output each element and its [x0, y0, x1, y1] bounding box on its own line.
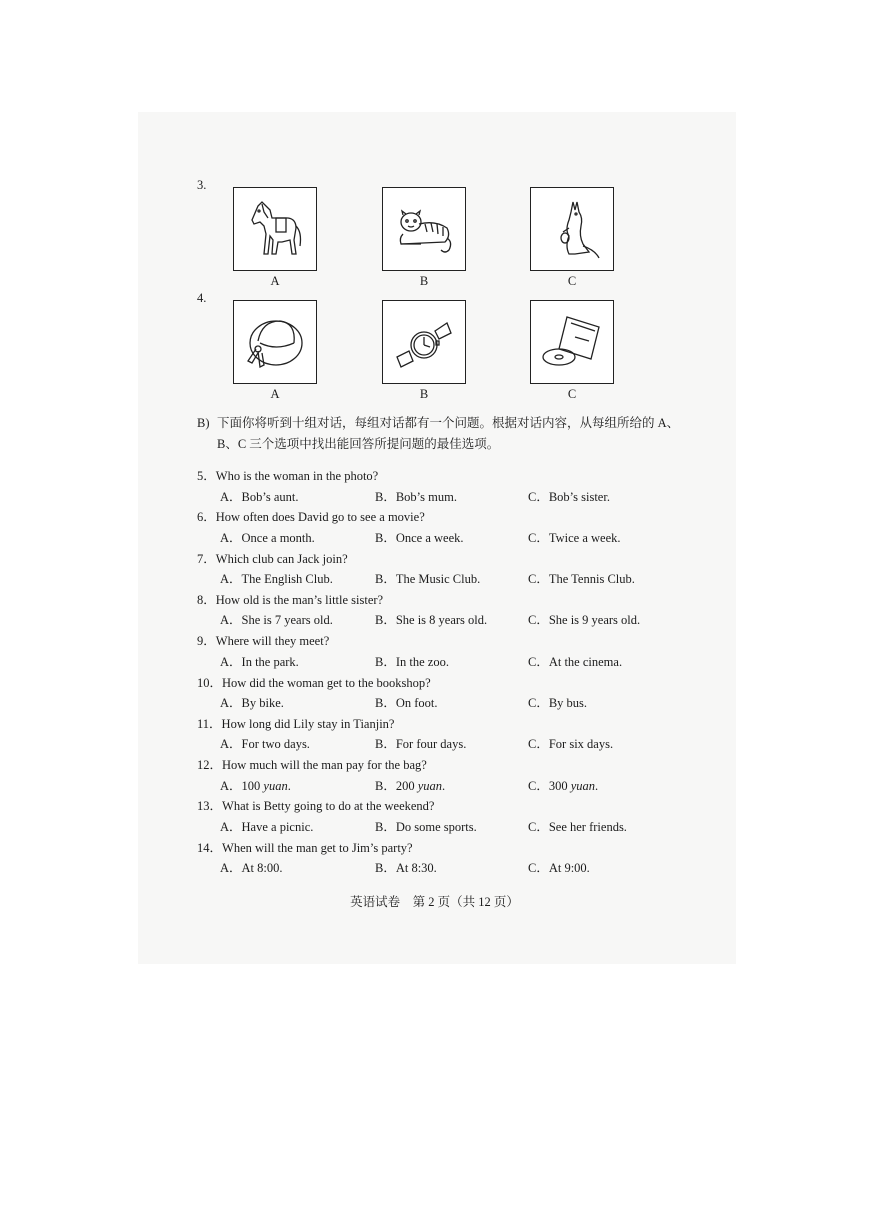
question-5-option-b: [375, 487, 457, 505]
q3-option-c-picture: [530, 187, 614, 271]
option-text: A．Bob’s aunt.: [220, 489, 299, 504]
section-b-instruction-line-2: B、C 三个选项中找出能回答所提问题的最佳选项。: [217, 437, 500, 451]
question-7-option-b: [375, 569, 480, 587]
horse-icon: [242, 196, 308, 262]
section-b-instruction-line-1: 下面你将听到十组对话，每组对话都有一个问题。根据对话内容，从每组所给的 A、: [217, 416, 680, 430]
question-10-option-c: [528, 693, 587, 711]
question-text: Who is the woman in the photo?: [215, 469, 379, 483]
option-text: C．300: [528, 778, 568, 793]
option-text: B．Do some sports.: [375, 819, 477, 834]
question-number: 8．: [197, 592, 216, 607]
page-footer: 英语试卷 第 2 页（共 12 页）: [350, 895, 519, 909]
question-text: How much will the man pay for the bag?: [222, 758, 427, 773]
option-text: C．By bus.: [528, 696, 588, 710]
option-text: C．For six days.: [528, 737, 614, 752]
question-12-option-b: B．200 yuan.: [375, 778, 446, 793]
question-text: How long did Lily stay in Tianjin?: [221, 716, 395, 731]
question-number: 5．: [197, 469, 216, 483]
option-text: C．See her friends.: [528, 819, 627, 834]
question-7: [197, 549, 348, 567]
question-6: [197, 507, 425, 525]
question-4-number: 4.: [197, 291, 207, 305]
q4-option-b-label: B: [419, 387, 429, 401]
option-text: C．Bob’s sister.: [528, 489, 610, 504]
question-3-number: 3.: [197, 178, 207, 192]
question-11-option-c: [528, 734, 613, 752]
question-10-option-a: [220, 693, 284, 711]
option-text: B．On foot.: [375, 696, 438, 710]
question-13: [197, 796, 434, 814]
question-9-option-b: [375, 652, 449, 670]
question-6-option-b: [375, 528, 464, 546]
question-5-option-a: [220, 487, 298, 505]
option-text: B．Once a week.: [375, 530, 464, 545]
q3-option-b-picture: [382, 187, 466, 271]
question-10: [197, 673, 431, 691]
option-text: A．At 8:00.: [220, 861, 283, 876]
option-unit: yuan: [263, 778, 288, 793]
option-text: C．At the cinema.: [528, 654, 623, 669]
question-8-option-b: [375, 610, 487, 628]
question-8: [197, 590, 383, 608]
question-9-option-c: [528, 652, 622, 670]
question-13-option-a: [220, 817, 313, 835]
question-number: 7．: [197, 551, 216, 566]
question-14-option-c: [528, 858, 590, 876]
q3-option-a-picture: [233, 187, 317, 271]
question-6-option-a: [220, 528, 315, 546]
option-text: C．Twice a week.: [528, 530, 621, 545]
option-text: A．She is 7 years old.: [220, 613, 333, 628]
q4-option-b-picture: [382, 300, 466, 384]
option-text: A．100: [220, 778, 261, 793]
option-text: B．In the zoo.: [375, 654, 449, 669]
option-text: A．Have a picnic.: [220, 819, 314, 834]
q3-option-a-label: A: [270, 274, 280, 288]
option-text: B．At 8:30.: [375, 861, 437, 876]
option-text: C．The Tennis Club.: [528, 572, 635, 587]
option-text: B．200: [375, 778, 415, 793]
question-13-option-c: [528, 817, 627, 835]
question-12: [197, 755, 427, 773]
question-9: [197, 631, 329, 649]
question-12-option-c: C．300 yuan.: [528, 778, 599, 793]
question-8-option-a: [220, 610, 333, 628]
option-text: B．She is 8 years old.: [375, 613, 488, 628]
q3-option-b-label: B: [419, 274, 429, 288]
hat-icon: [242, 309, 308, 375]
question-13-option-b: [375, 817, 477, 835]
option-unit: yuan: [417, 778, 443, 793]
question-7-option-c: [528, 569, 635, 587]
watch-icon: [391, 309, 457, 375]
question-text: What is Betty going to do at the weekend?: [222, 799, 435, 814]
question-text: How often does David go to see a movie?: [215, 510, 425, 525]
section-b-marker: B): [197, 416, 210, 430]
option-text: A．By bike.: [220, 696, 284, 710]
question-5: [197, 466, 378, 484]
q4-option-a-label: A: [270, 387, 280, 401]
question-text: How did the woman get to the bookshop?: [222, 675, 431, 690]
question-9-option-a: [220, 652, 299, 670]
question-11-option-b: [375, 734, 466, 752]
option-text: B．For four days.: [375, 737, 467, 752]
question-12-option-a: A．100 yuan.: [220, 778, 291, 793]
question-number: 11．: [197, 716, 222, 731]
question-number: 9．: [197, 634, 216, 649]
q4-option-a-picture: [233, 300, 317, 384]
tiger-icon: [391, 196, 457, 262]
question-7-option-a: [220, 569, 333, 587]
question-14-option-b: [375, 858, 437, 876]
question-number: 13．: [197, 799, 223, 814]
q4-option-c-label: C: [567, 387, 577, 401]
option-text: C．At 9:00.: [528, 861, 590, 876]
kangaroo-icon: [539, 196, 605, 262]
question-11-option-a: [220, 734, 310, 752]
question-number: 14．: [197, 840, 223, 855]
question-5-option-c: [528, 487, 610, 505]
question-14-option-a: [220, 858, 283, 876]
question-text: When will the man get to Jim’s party?: [222, 840, 413, 855]
q3-option-c-label: C: [567, 274, 577, 288]
q4-option-c-picture: [530, 300, 614, 384]
question-8-option-c: [528, 610, 640, 628]
option-text: B．Bob’s mum.: [375, 489, 457, 504]
option-text: C．She is 9 years old.: [528, 613, 641, 628]
option-text: A．In the park.: [220, 654, 299, 669]
question-text: Which club can Jack join?: [215, 551, 348, 566]
cd-icon: [539, 309, 605, 375]
option-unit: yuan: [570, 778, 596, 793]
option-text: A．For two days.: [220, 737, 310, 752]
option-text: B．The Music Club.: [375, 572, 481, 587]
option-text: A．The English Club.: [220, 572, 333, 587]
question-text: How old is the man’s little sister?: [215, 592, 384, 607]
question-text: Where will they meet?: [215, 634, 330, 649]
question-number: 10．: [197, 675, 223, 690]
question-10-option-b: [375, 693, 438, 711]
question-number: 6．: [197, 510, 216, 525]
question-6-option-c: [528, 528, 621, 546]
question-14: [197, 838, 413, 856]
question-number: 12．: [197, 758, 223, 773]
option-text: A．Once a month.: [220, 530, 315, 545]
question-11: [197, 714, 394, 732]
